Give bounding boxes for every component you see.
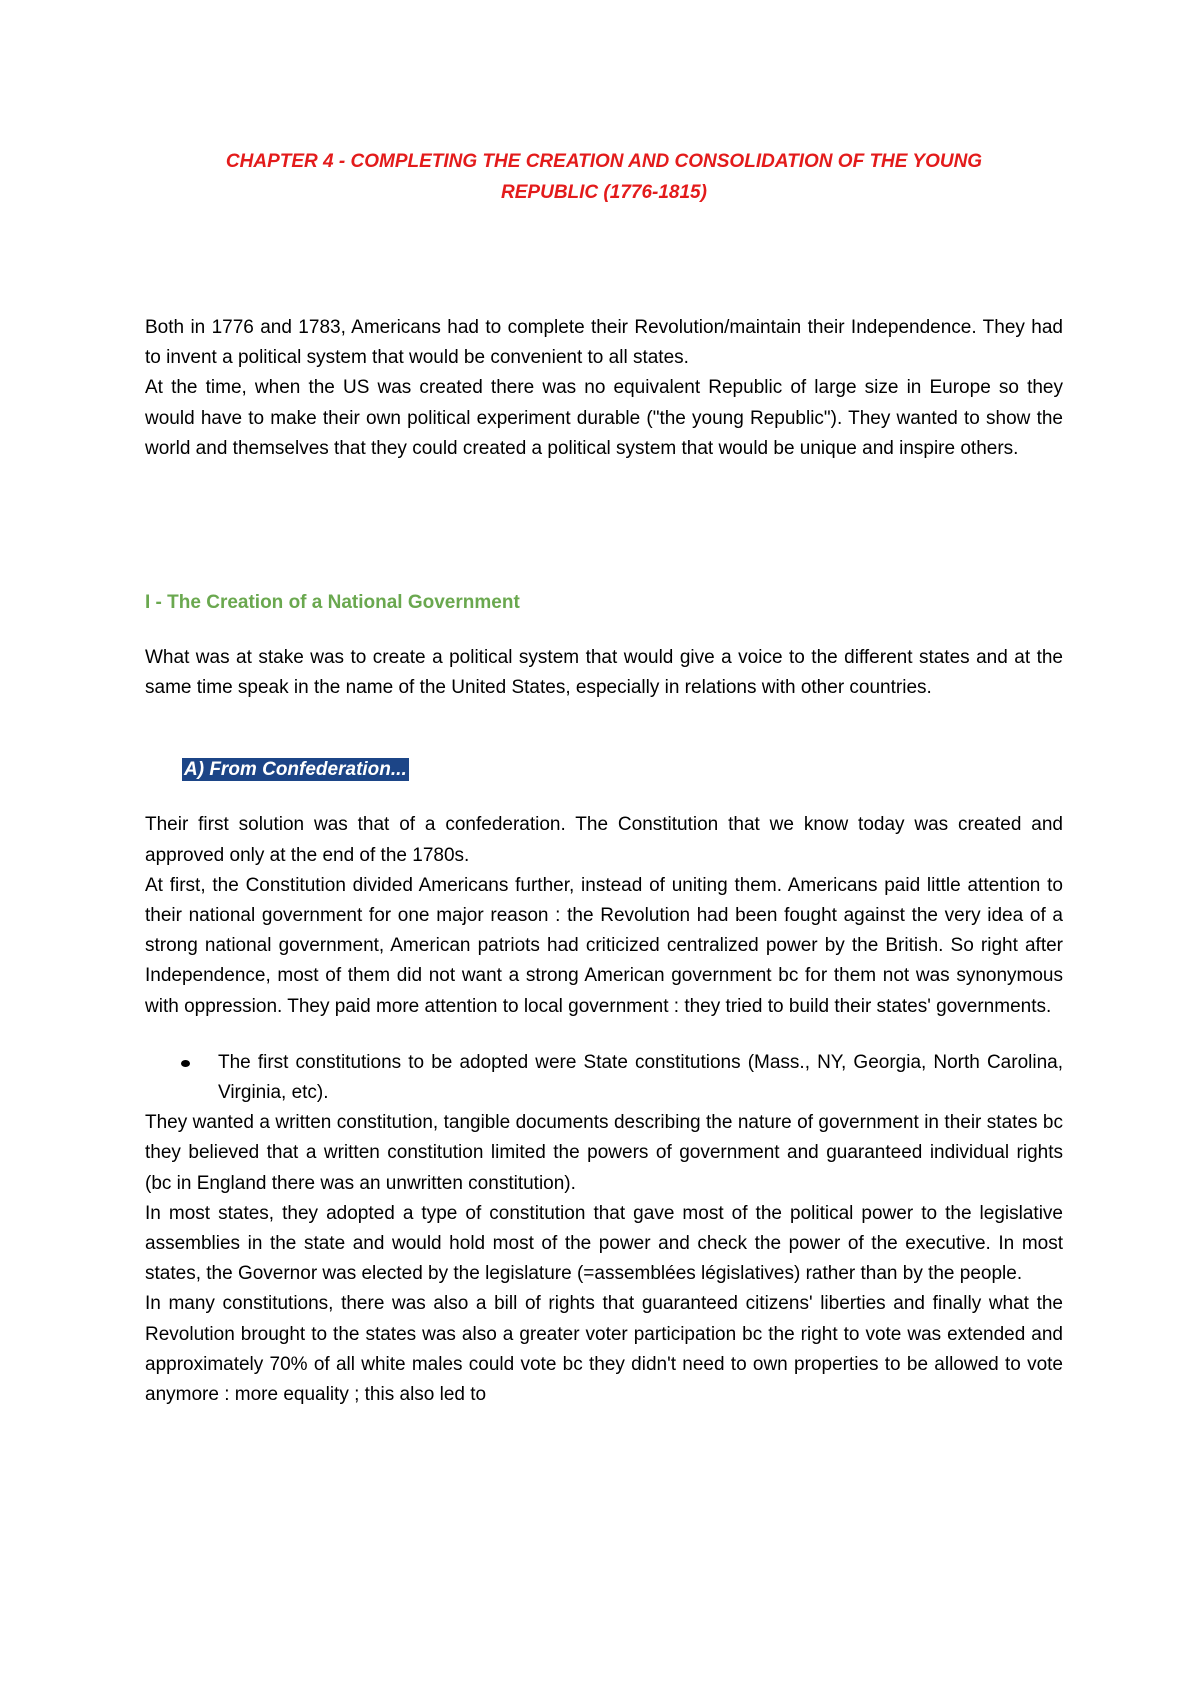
body-paragraph-3: They wanted a written constitution, tangible documents describing the nature of government in their states bc they believed that a written constitution limited the powers of government and guaranteed individual rights (bc in England there was an unwritten constitution). [145,1112,1063,1194]
chapter-title-line-1: CHAPTER 4 - COMPLETING THE CREATION AND CONSOLIDATION OF THE YOUNG [225,151,983,172]
subheading-confederation [182,755,1063,786]
body-paragraph-4: In most states, they adopted a type of constitution that gave most of the political power to the legislative assemblies in the state and would hold most of the power and check the power of the executive. In most states, the Governor was elected by the legislature (=assemblées législatives) rather than by the people. [145,1202,1063,1285]
body-paragraph-5: In many constitutions, there was also a bill of rights that guaranteed citizens' liberties and finally what the Revolution brought to the states was also a greater voter participation bc the right to vote was extended and approximately 70% of all white males could vote bc they didn't need to own properties to be allowed to vote anymore : more equality ; this also led to [145,1293,1063,1406]
body-paragraph-1: Their first solution was that of a confederation. The Constitution that we know today was created and approved only at the end of the 1780s. [145,814,1063,866]
body-paragraph-2: At first, the Constitution divided Americans further, instead of uniting them. Americans paid little attention to their national government for one major reason : the Revolution had been fought against the very idea of a strong national government, American patriots had criticized centralized power by the British. So right after Independence, most of them did not want a strong American government bc for them not was synonymous with oppression. They paid more attention to local government : they tried to build their states' governments. [145,874,1063,1017]
chapter-title-line-2: REPUBLIC (1776-1815) [501,182,707,203]
bullet-list [145,1048,1063,1108]
section-heading-national-government: I - The Creation of a National Government [145,592,520,614]
confederation-body [145,810,1063,1021]
subheading-label: A) From Confederation... [184,759,407,781]
intro-section [145,313,1063,464]
intro-paragraph-2: At the time, when the US was created there was no equivalent Republic of large size in Europe so they would have to make their own political experiment durable ("the young Republic"). They wanted to show the world and themselves that they could created a political system that would be unique and inspire others. [145,377,1063,459]
bullet-item-state-constitutions [218,1048,1063,1108]
chapter-title [145,146,1063,208]
section-paragraph-1: What was at stake was to create a political system that would give a voice to the different states and at the same time speak in the name of the United States, especially in relations with other countries. [145,647,1063,699]
bullet-item-text: The first constitutions to be adopted were State constitutions (Mass., NY, Georgia, North Carolina, Virginia, etc). [218,1051,1063,1104]
intro-paragraph-1: Both in 1776 and 1783, Americans had to complete their Revolution/maintain their Independence. They had to invent a political system that would be convenient to all states. [145,317,1063,369]
bullet-dot-icon [181,1060,190,1067]
